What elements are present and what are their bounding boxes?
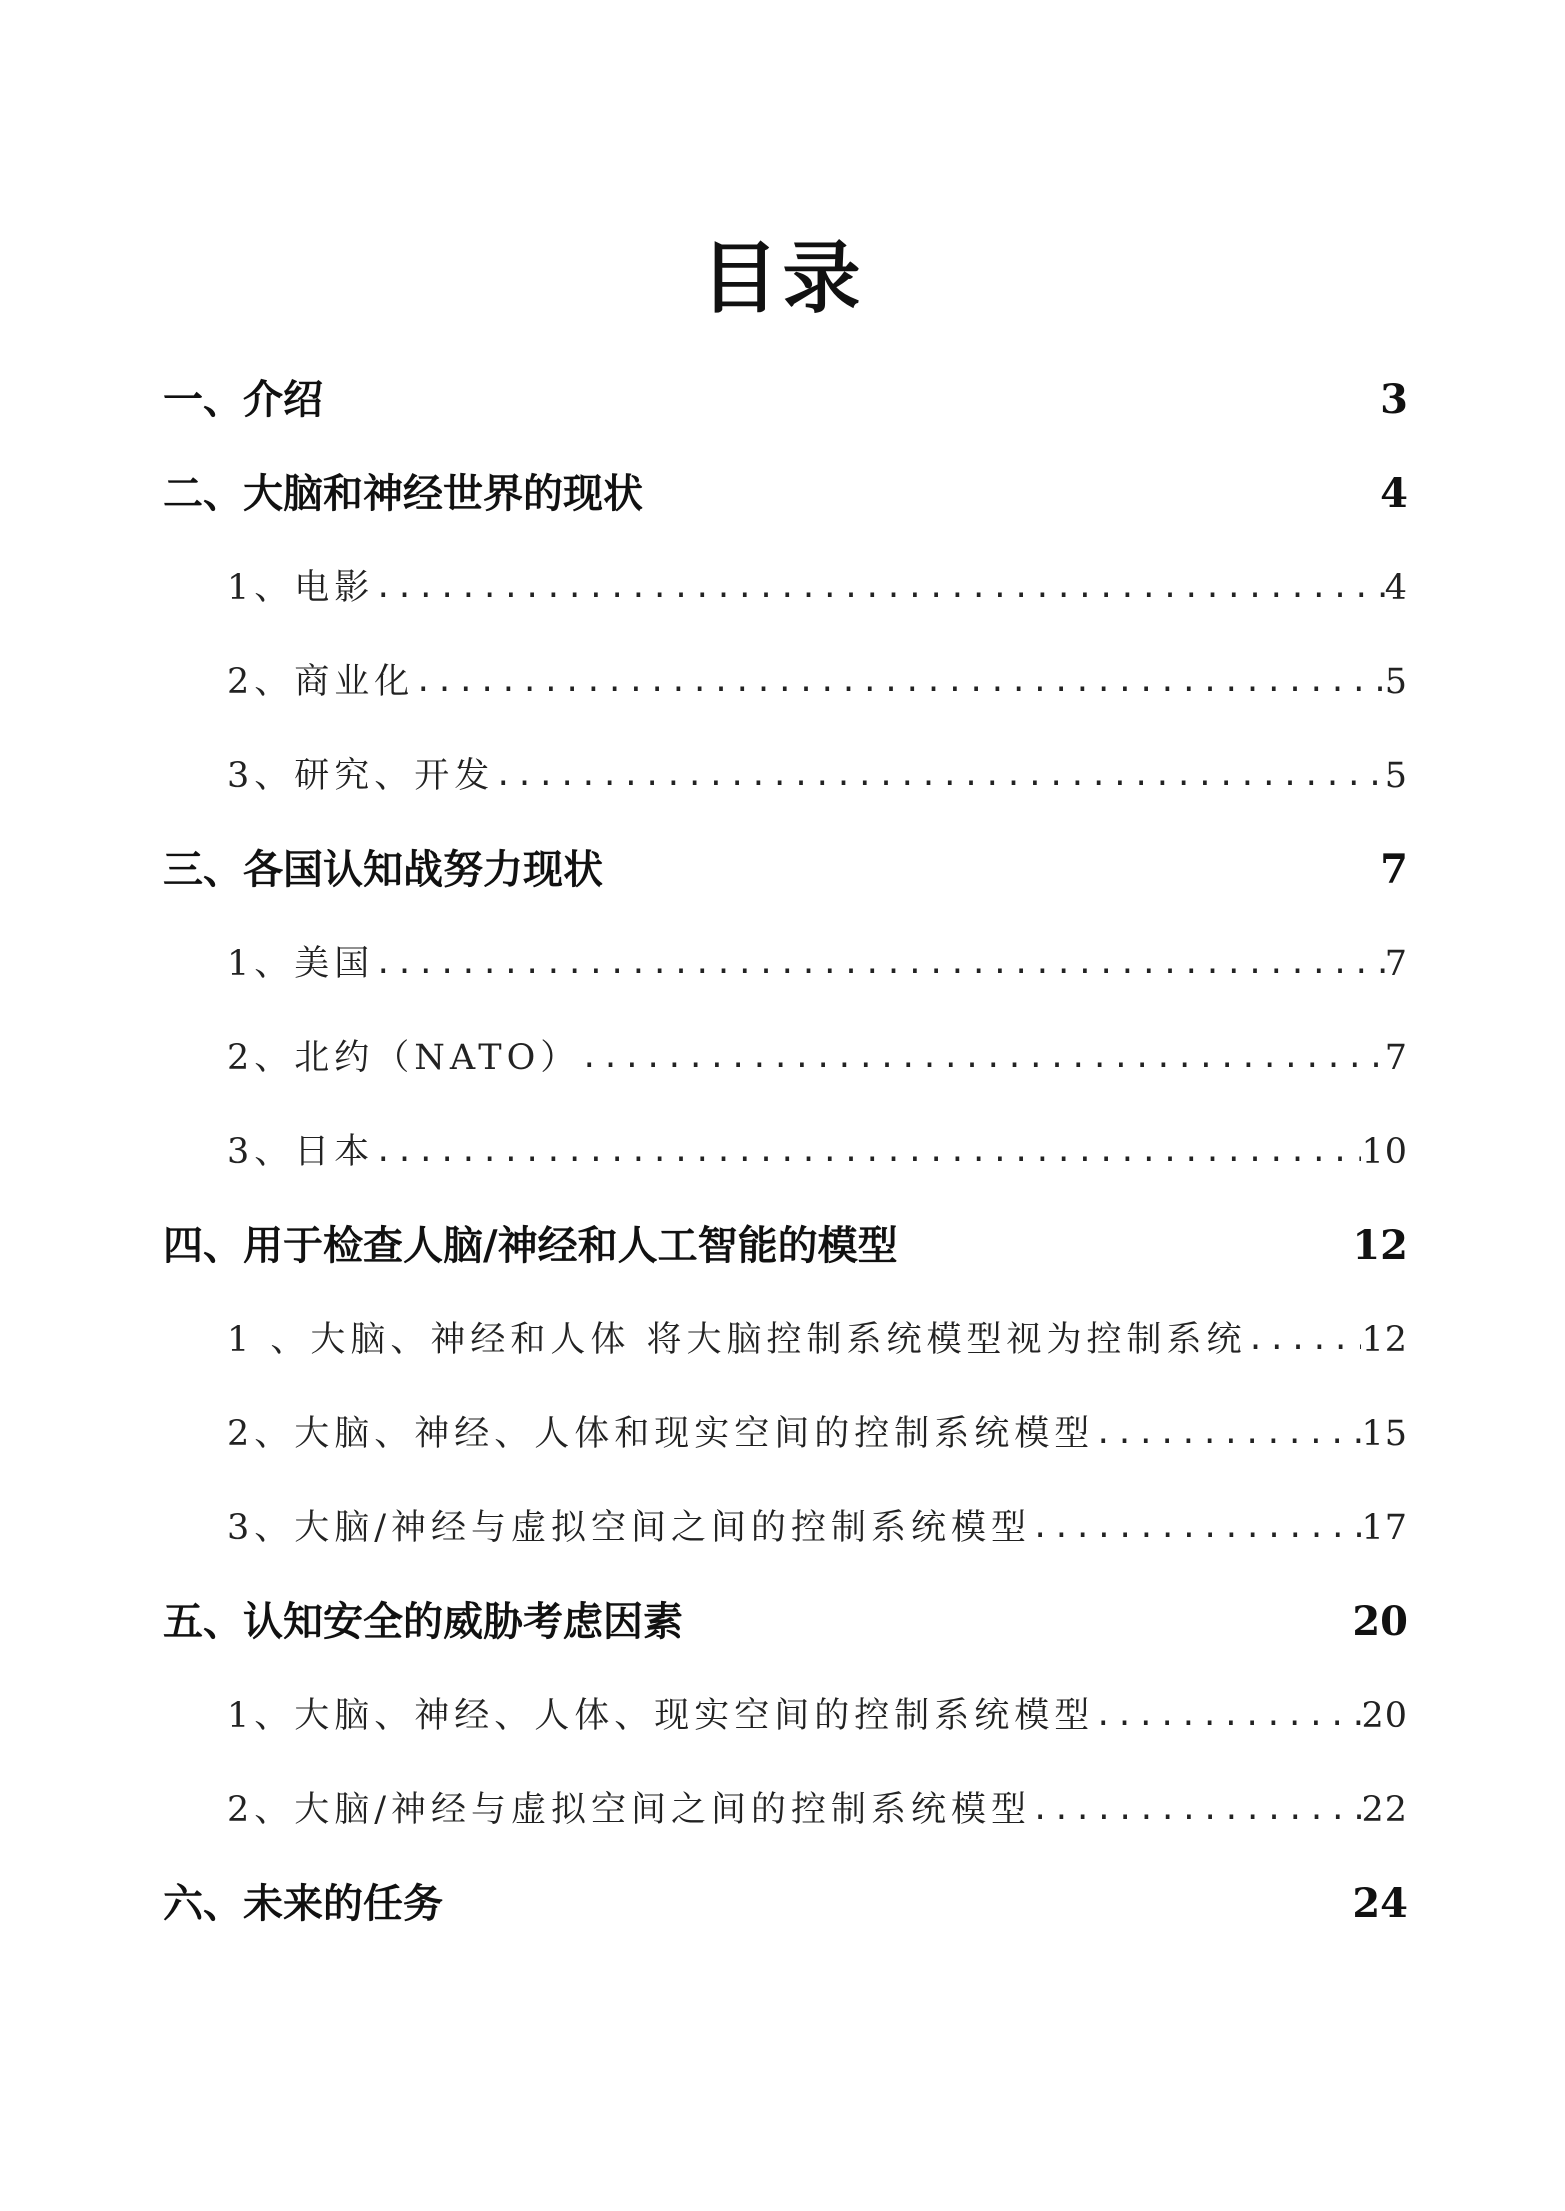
toc-entry-label: 1、美国 [227, 944, 375, 984]
toc-entry-page: 4 [1380, 470, 1408, 517]
toc-leader-dots [1094, 1404, 1361, 1464]
toc-entry-label: 3、研究、开发 [227, 756, 495, 796]
toc-entry-label: 2、北约（NATO） [227, 1038, 581, 1078]
toc-leader-dots [1247, 1310, 1362, 1370]
toc-subsection-entry [163, 558, 1408, 618]
toc-subsection-entry [163, 1310, 1408, 1370]
toc-entry-label: 1、大脑、神经、人体、现实空间的控制系统模型 [227, 1696, 1095, 1736]
toc-entry-label: 3、大脑/神经与虚拟空间之间的控制系统模型 [227, 1508, 1032, 1548]
toc-entry-label: 2、大脑/神经与虚拟空间之间的控制系统模型 [227, 1790, 1032, 1830]
toc-leader-dots [1031, 1498, 1361, 1558]
toc-entry-page: 10 [1361, 1132, 1408, 1172]
toc-entry-page: 12 [1352, 1222, 1408, 1269]
toc-entry-label: 2、商业化 [227, 662, 415, 702]
toc-entry-page: 12 [1361, 1320, 1408, 1360]
toc-section-heading [163, 1592, 1408, 1652]
toc-section-heading [163, 1874, 1408, 1934]
toc-entry-page: 4 [1384, 568, 1408, 608]
toc-entry-label: 五、认知安全的威胁考虑因素 [163, 1598, 683, 1645]
toc-section-heading [163, 370, 1408, 430]
toc-subsection-entry [163, 934, 1408, 994]
toc-entry-page: 20 [1352, 1598, 1408, 1645]
toc-entry-page: 3 [1380, 376, 1408, 423]
toc-leader-dots [580, 1028, 1384, 1088]
toc-entry-label: 二、大脑和神经世界的现状 [163, 470, 643, 517]
toc-entry-page: 24 [1352, 1880, 1408, 1927]
toc-subsection-entry [163, 746, 1408, 806]
toc-entry-label: 2、大脑、神经、人体和现实空间的控制系统模型 [227, 1414, 1095, 1454]
toc-leader-dots [414, 652, 1384, 712]
toc-leader-dots [374, 1122, 1361, 1182]
toc-entry-page: 5 [1384, 756, 1408, 796]
toc-entry-page: 7 [1380, 846, 1408, 893]
toc-entry-label: 1 、大脑、神经和人体 将大脑控制系统模型视为控制系统 [227, 1320, 1247, 1360]
toc-subsection-entry [163, 1498, 1408, 1558]
toc-entry-page: 17 [1361, 1508, 1408, 1548]
toc-entry-page: 5 [1384, 662, 1408, 702]
toc-entry-page: 7 [1384, 1038, 1408, 1078]
toc-subsection-entry [163, 1028, 1408, 1088]
toc-entry-page: 22 [1361, 1790, 1408, 1830]
toc-leader-dots [1094, 1686, 1361, 1746]
page-title: 目录 [700, 233, 865, 324]
toc-entry-label: 四、用于检查人脑/神经和人工智能的模型 [163, 1222, 898, 1269]
toc-section-heading [163, 840, 1408, 900]
toc-entry-label: 三、各国认知战努力现状 [163, 846, 603, 893]
toc-leader-dots [1031, 1780, 1361, 1840]
toc-entry-label: 六、未来的任务 [163, 1880, 443, 1927]
toc-section-heading [163, 1216, 1408, 1276]
toc-subsection-entry [163, 1122, 1408, 1182]
toc-subsection-entry [163, 1686, 1408, 1746]
toc-entry-label: 1、电影 [227, 568, 375, 608]
toc-subsection-entry [163, 652, 1408, 712]
toc-leader-dots [374, 558, 1384, 618]
toc-entry-label: 一、介绍 [163, 376, 323, 423]
toc-entry-page: 7 [1384, 944, 1408, 984]
toc-subsection-entry [163, 1780, 1408, 1840]
toc-leader-dots [494, 746, 1384, 806]
toc-entry-label: 3、日本 [227, 1132, 375, 1172]
toc-entry-page: 15 [1361, 1414, 1408, 1454]
toc-subsection-entry [163, 1404, 1408, 1464]
toc-entry-page: 20 [1361, 1696, 1408, 1736]
toc-leader-dots [374, 934, 1384, 994]
toc-section-heading [163, 464, 1408, 524]
